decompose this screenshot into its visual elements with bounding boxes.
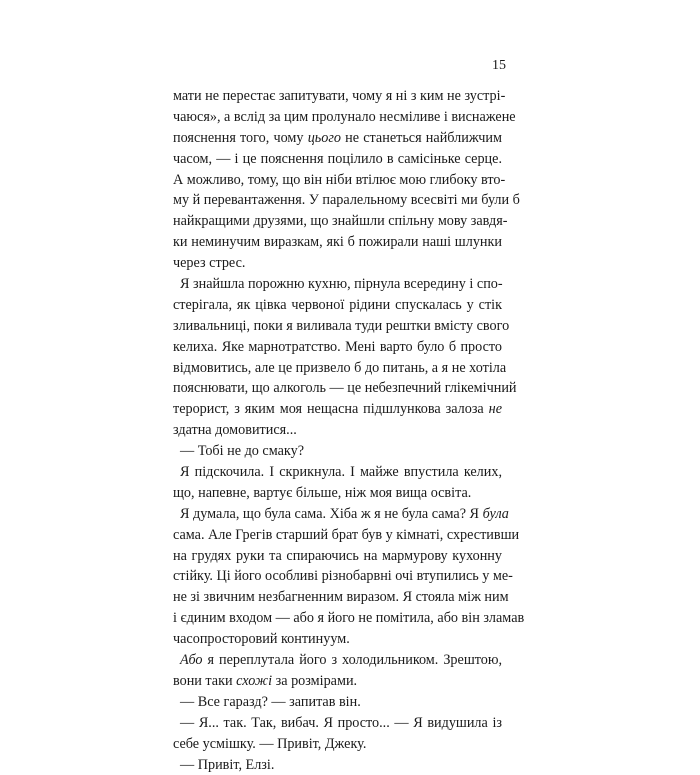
text-line — [173, 211, 502, 232]
text-line — [173, 546, 502, 567]
text-run: келиха. Яке марнотратство. Мені варто було б просто — [173, 339, 502, 355]
text-line — [173, 399, 502, 420]
text-run: на грудях руки та спираючись на мармурову кухонну — [173, 548, 502, 564]
text-line — [173, 462, 502, 483]
text-run: терорист, з яким моя нещасна підшлункова залоза — [173, 401, 489, 417]
text-run: я переплутала його з холодильником. Зрештою, — [203, 652, 503, 668]
text-run: за розмірами. — [272, 673, 357, 689]
text-line — [173, 107, 502, 128]
text-line — [173, 483, 502, 504]
text-line — [173, 232, 502, 253]
text-run: часопросторовий континуум. — [173, 631, 350, 647]
text-line — [173, 692, 502, 713]
text-line — [173, 671, 502, 692]
text-run: пояснювати, що алкоголь — це небезпечний глікемічний — [173, 380, 517, 396]
text-line — [173, 587, 502, 608]
italic-text: Або — [180, 652, 203, 668]
text-line — [173, 128, 502, 149]
text-line — [173, 420, 502, 441]
text-line — [173, 566, 502, 587]
text-line — [173, 86, 502, 107]
text-run: не станеться найближчим — [341, 130, 502, 146]
text-run: Я підскочила. І скрикнула. І майже впустила келих, — [180, 464, 502, 480]
text-line — [173, 441, 502, 462]
text-line — [173, 295, 502, 316]
text-run: чаюся», а вслід за цим пролунало несміливе і виснажене — [173, 109, 516, 125]
italic-text: була — [483, 506, 509, 522]
text-run: часом, — і це пояснення поцілило в самісіньке серце. — [173, 151, 502, 167]
text-line — [173, 525, 502, 546]
text-run: пояснення того, чому — [173, 130, 308, 146]
text-line — [173, 378, 502, 399]
text-run: через стрес. — [173, 255, 245, 271]
text-line — [173, 337, 502, 358]
italic-text: не — [489, 401, 502, 417]
text-line — [173, 253, 502, 274]
text-run: вони таки — [173, 673, 236, 689]
text-run: і єдиним входом — або я його не помітила, або він зламав — [173, 610, 524, 626]
text-line — [173, 316, 502, 337]
text-line — [173, 149, 502, 170]
text-line — [173, 608, 502, 629]
text-run: стійку. Ці його особливі різнобарвні очі втупились у ме- — [173, 568, 513, 584]
text-line — [173, 755, 502, 775]
text-run: — Привіт, Елзі. — [180, 757, 274, 773]
text-run: стерігала, як цівка червоної рідини спускалась у стік — [173, 297, 502, 313]
text-run: найкращими друзями, що знайшли спільну мову завдя- — [173, 213, 507, 229]
body-text — [173, 86, 502, 775]
text-run: Я думала, що була сама. Хіба ж я не була сама? Я — [180, 506, 483, 522]
text-run: здатна домовитися... — [173, 422, 297, 438]
text-run: А можливо, тому, що він ніби втілює мою глибоку вто- — [173, 172, 505, 188]
italic-text: цього — [308, 130, 341, 146]
italic-text: схожі — [236, 673, 272, 689]
text-line — [173, 629, 502, 650]
text-run: — Я... так. Так, вибач. Я просто... — Я видушила із — [180, 715, 502, 731]
text-run: ки неминучим виразкам, які б пожирали наші шлунки — [173, 234, 502, 250]
text-run: сама. Але Грегів старший брат був у кімнаті, схрестивши — [173, 527, 519, 543]
text-line — [173, 274, 502, 295]
text-line — [173, 734, 502, 755]
text-run: му й перевантаження. У паралельному всесвіті ми були б — [173, 192, 520, 208]
text-line — [173, 650, 502, 671]
text-run: — Все гаразд? — запитав він. — [180, 694, 361, 710]
text-run: не зі звичним незбагненним виразом. Я стояла між ним — [173, 589, 509, 605]
text-run: відмовитись, але це призвело б до питань, а я не хотіла — [173, 360, 506, 376]
text-run: Я знайшла порожню кухню, пірнула всередину і спо- — [180, 276, 503, 292]
text-line — [173, 190, 502, 211]
text-run: зливальниці, поки я виливала туди рештки вмісту свого — [173, 318, 509, 334]
text-line — [173, 504, 502, 525]
text-line — [173, 358, 502, 379]
text-run: мати не перестає запитувати, чому я ні з ким не зустрі- — [173, 88, 505, 104]
text-run: що, напевне, вартує більше, ніж моя вища освіта. — [173, 485, 471, 501]
text-line — [173, 170, 502, 191]
text-run: — Тобі не до смаку? — [180, 443, 304, 459]
page-number: 15 — [492, 58, 506, 74]
text-line — [173, 713, 502, 734]
text-run: себе усмішку. — Привіт, Джеку. — [173, 736, 366, 752]
